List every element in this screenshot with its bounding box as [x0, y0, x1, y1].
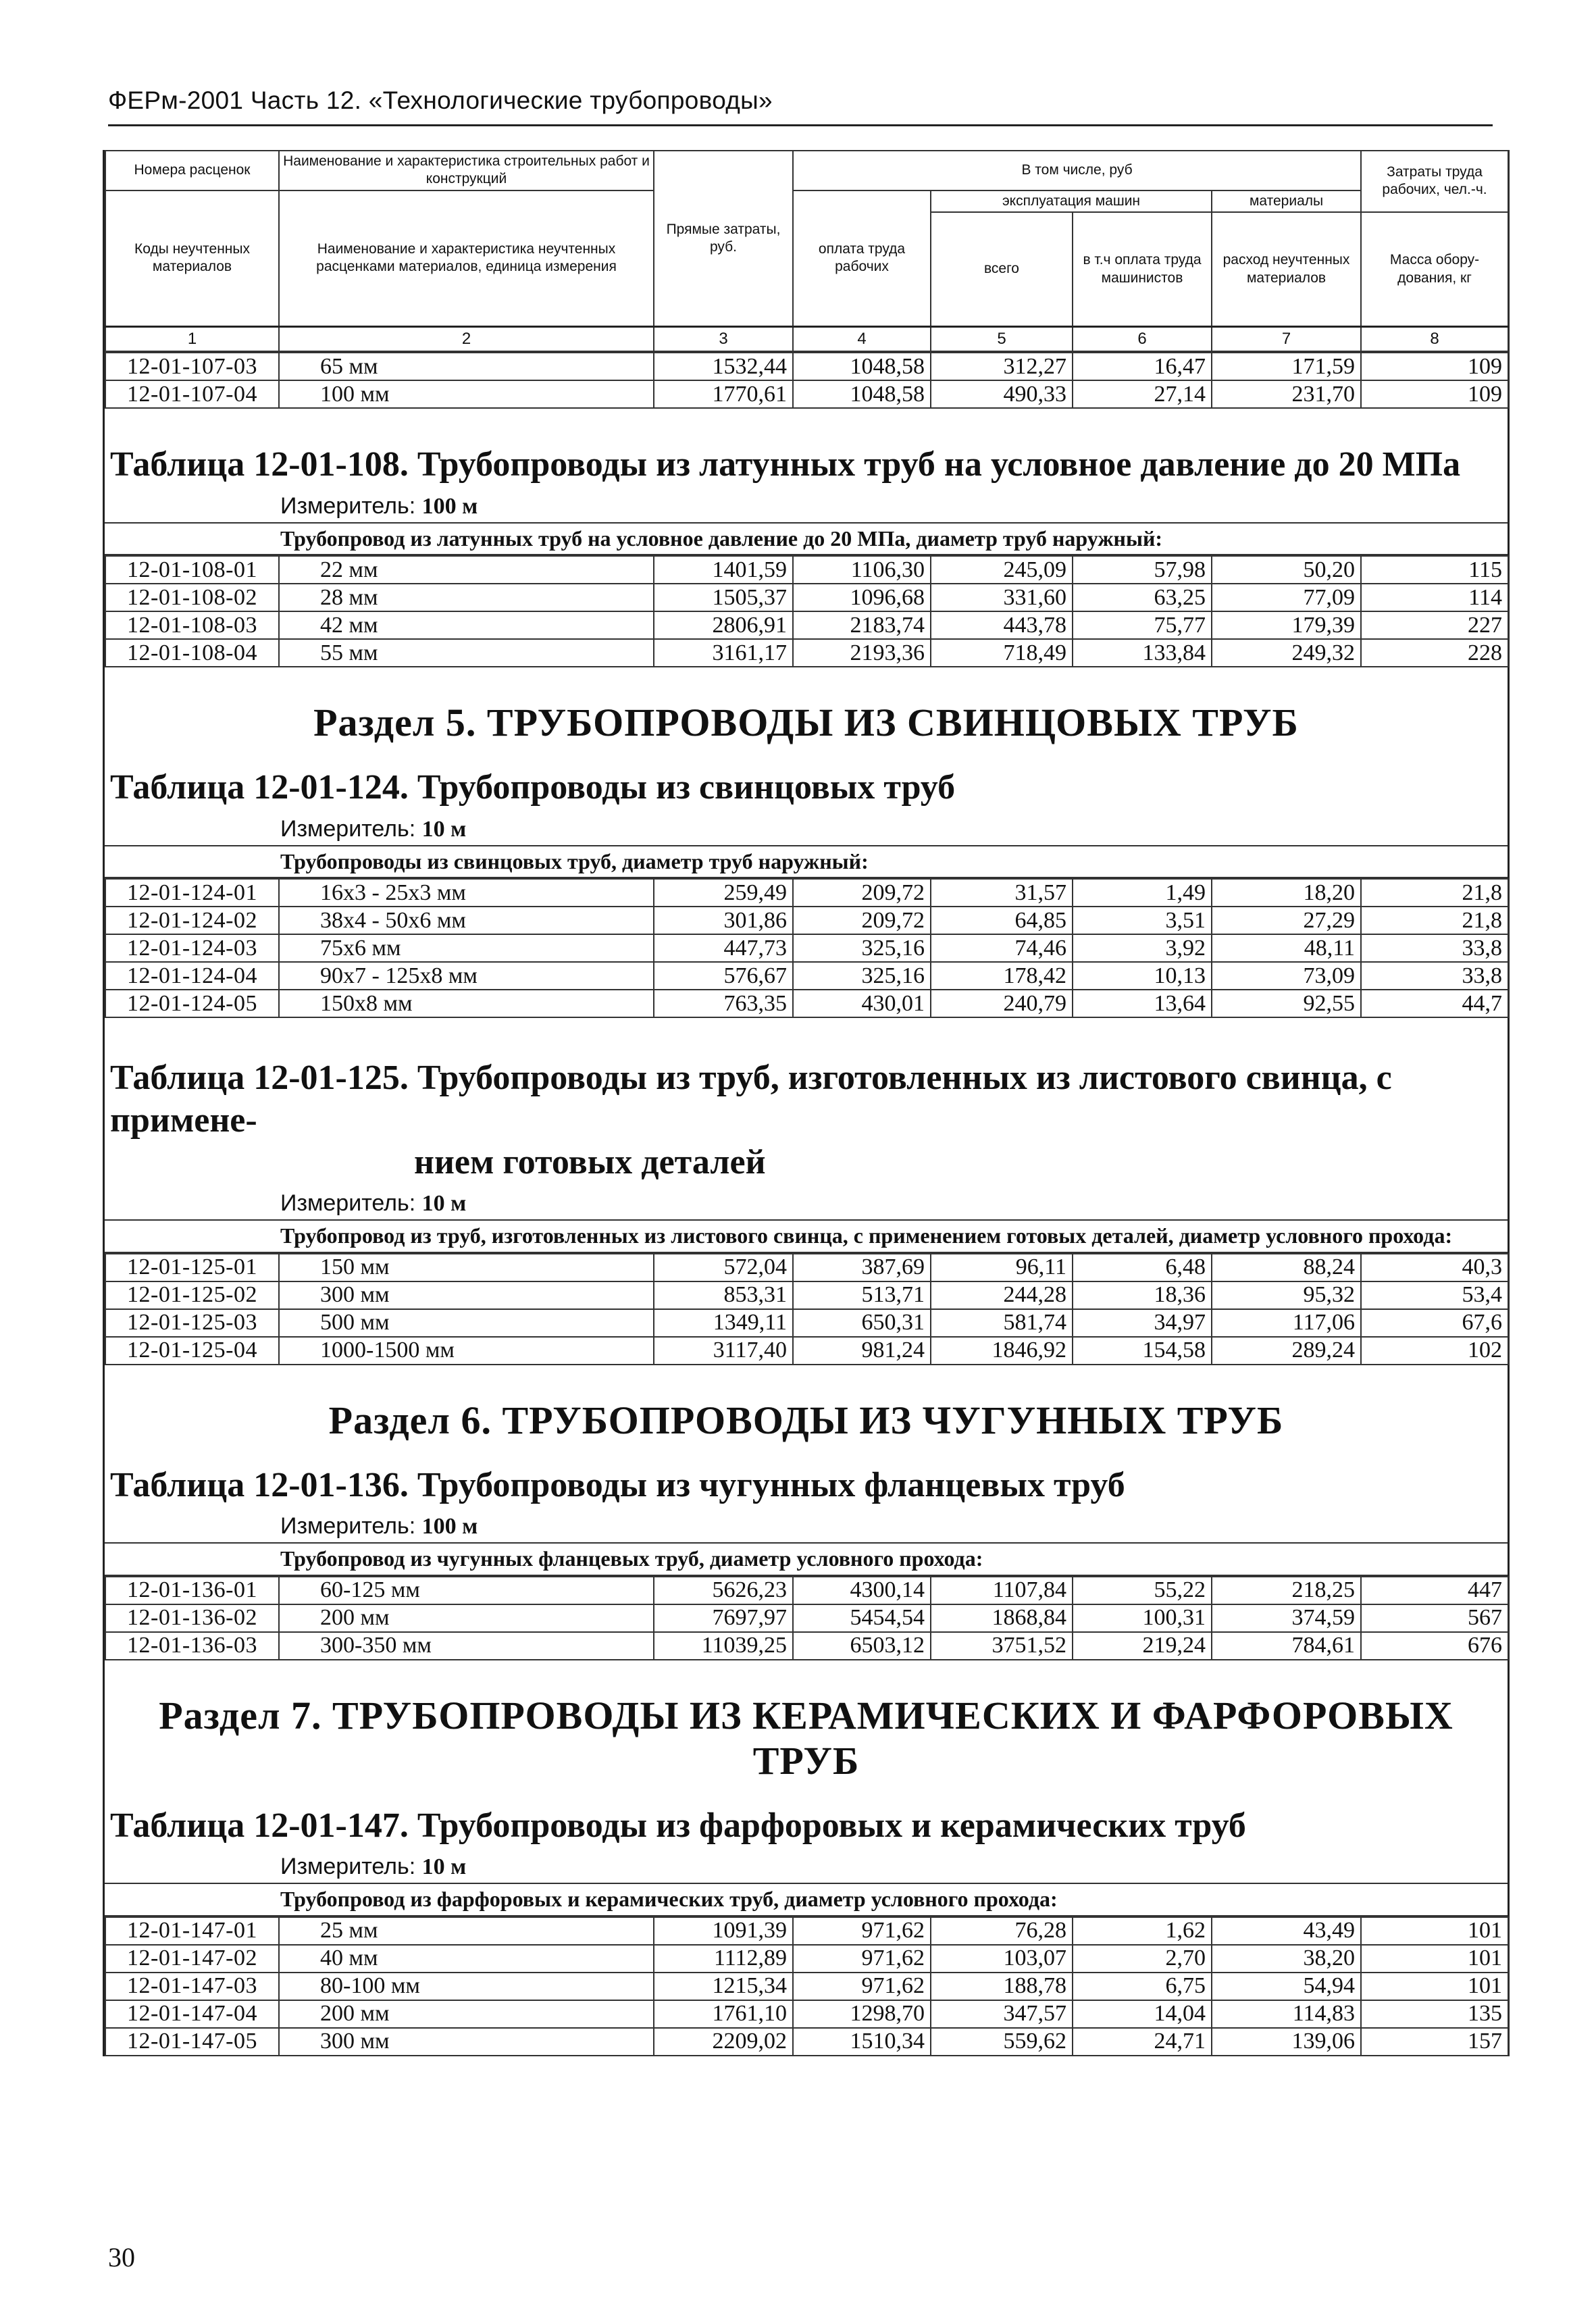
machinists-wages: 133,84 — [1073, 639, 1212, 667]
subhead-124: Трубопроводы из свинцовых труб, диаметр труб наружный: — [105, 845, 1508, 879]
direct-cost: 572,04 — [654, 1254, 793, 1281]
work-name: 22 мм — [279, 556, 654, 584]
wages-cost: 2193,36 — [793, 639, 931, 667]
table-row — [105, 990, 1508, 1017]
col-number: 5 — [931, 327, 1073, 352]
machinists-wages: 34,97 — [1073, 1309, 1212, 1337]
direct-cost: 301,86 — [654, 907, 793, 934]
materials-cost: 27,29 — [1212, 907, 1361, 934]
labor-cost: 33,8 — [1361, 962, 1508, 990]
machinists-wages: 57,98 — [1073, 556, 1212, 584]
table-136 — [105, 1576, 1509, 1660]
work-name: 28 мм — [279, 584, 654, 611]
work-name: 25 мм — [279, 1917, 654, 1945]
machinists-wages: 13,64 — [1073, 990, 1212, 1017]
labor-cost: 40,3 — [1361, 1254, 1508, 1281]
direct-cost: 576,67 — [654, 962, 793, 990]
table-title-147: Таблица 12-01-147. Трубопроводы из фарфоровых и керамических труб — [110, 1806, 1246, 1845]
direct-cost: 1770,61 — [654, 380, 793, 408]
direct-cost: 1761,10 — [654, 2000, 793, 2028]
document-frame — [103, 150, 1510, 2056]
table-row — [105, 1973, 1508, 2000]
wages-cost: 513,71 — [793, 1281, 931, 1309]
materials-cost: 374,59 — [1212, 1604, 1361, 1632]
labor-cost: 567 — [1361, 1604, 1508, 1632]
materials-cost: 50,20 — [1212, 556, 1361, 584]
labor-cost: 676 — [1361, 1632, 1508, 1660]
materials-cost: 95,32 — [1212, 1281, 1361, 1309]
col-number: 2 — [279, 327, 654, 352]
labor-cost: 21,8 — [1361, 907, 1508, 934]
col-materials-header: материалы — [1212, 190, 1361, 212]
table-row — [105, 556, 1508, 584]
machinists-wages: 3,51 — [1073, 907, 1212, 934]
labor-cost: 101 — [1361, 1973, 1508, 2000]
table-title-108: Таблица 12-01-108. Трубопроводы из латунных труб на условное давление до 20 МПа — [110, 445, 1461, 484]
direct-cost: 1401,59 — [654, 556, 793, 584]
machinists-wages: 16,47 — [1073, 353, 1212, 380]
rate-code: 12-01-125-01 — [105, 1254, 279, 1281]
labor-cost: 109 — [1361, 353, 1508, 380]
table-147 — [105, 1916, 1509, 2056]
machinists-wages: 154,58 — [1073, 1337, 1212, 1365]
materials-cost: 38,20 — [1212, 1945, 1361, 1973]
machines-cost: 188,78 — [931, 1973, 1073, 2000]
page-header: ФЕРм-2001 Часть 12. «Технологические трубопроводы» — [108, 86, 1493, 126]
labor-cost: 114 — [1361, 584, 1508, 611]
work-name: 300 мм — [279, 1281, 654, 1309]
materials-cost: 179,39 — [1212, 611, 1361, 639]
rate-code: 12-01-136-03 — [105, 1632, 279, 1660]
meter-124: Измеритель: 10 м — [280, 815, 467, 842]
rate-code: 12-01-125-03 — [105, 1309, 279, 1337]
table-row — [105, 380, 1508, 408]
rate-code: 12-01-124-03 — [105, 934, 279, 962]
table-title-125: Таблица 12-01-125. Трубопроводы из труб, изготовленных из листового свинца, с примене- нием готовых деталей — [110, 1059, 1392, 1181]
meter-136: Измеритель: 100 м — [280, 1513, 478, 1540]
materials-cost: 43,49 — [1212, 1917, 1361, 1945]
col-mat-name-header: Наименование и характеристика неучтенных расценками материалов, единица измерения — [279, 190, 654, 327]
machines-cost: 178,42 — [931, 962, 1073, 990]
materials-cost: 92,55 — [1212, 990, 1361, 1017]
table-row — [105, 1945, 1508, 1973]
rate-code: 12-01-108-03 — [105, 611, 279, 639]
rate-code: 12-01-136-01 — [105, 1577, 279, 1604]
materials-cost: 249,32 — [1212, 639, 1361, 667]
section-title-6: Раздел 6. ТРУБОПРОВОДЫ ИЗ ЧУГУННЫХ ТРУБ — [328, 1398, 1284, 1442]
table-row — [105, 962, 1508, 990]
rate-code: 12-01-124-01 — [105, 879, 279, 907]
materials-cost: 54,94 — [1212, 1973, 1361, 2000]
machinists-wages: 24,71 — [1073, 2028, 1212, 2056]
rate-code: 12-01-147-01 — [105, 1917, 279, 1945]
direct-cost: 3117,40 — [654, 1337, 793, 1365]
page-number: 30 — [108, 2242, 135, 2272]
column-header-table — [105, 150, 1509, 352]
machinists-wages: 75,77 — [1073, 611, 1212, 639]
wages-cost: 1096,68 — [793, 584, 931, 611]
labor-cost: 109 — [1361, 380, 1508, 408]
rate-code: 12-01-107-03 — [105, 353, 279, 380]
table-row — [105, 1254, 1508, 1281]
machines-cost: 244,28 — [931, 1281, 1073, 1309]
direct-cost: 11039,25 — [654, 1632, 793, 1660]
materials-cost: 18,20 — [1212, 879, 1361, 907]
machines-cost: 331,60 — [931, 584, 1073, 611]
work-name: 40 мм — [279, 1945, 654, 1973]
machinists-wages: 219,24 — [1073, 1632, 1212, 1660]
table-row — [105, 1577, 1508, 1604]
wages-cost: 325,16 — [793, 934, 931, 962]
labor-cost: 101 — [1361, 1945, 1508, 1973]
col-mat-codes-header: Коды неучтенных материалов — [105, 190, 279, 327]
rate-code: 12-01-125-02 — [105, 1281, 279, 1309]
direct-cost: 2209,02 — [654, 2028, 793, 2056]
col-number: 4 — [793, 327, 931, 352]
rate-code: 12-01-124-02 — [105, 907, 279, 934]
direct-cost: 1091,39 — [654, 1917, 793, 1945]
table-title-136: Таблица 12-01-136. Трубопроводы из чугунных фланцевых труб — [110, 1465, 1125, 1504]
direct-cost: 2806,91 — [654, 611, 793, 639]
labor-cost: 53,4 — [1361, 1281, 1508, 1309]
col-number: 8 — [1361, 327, 1508, 352]
col-machines-header: эксплуатация машин — [931, 190, 1212, 212]
col-machinists-header: в т.ч оплата труда машинистов — [1073, 212, 1212, 327]
col-number: 6 — [1073, 327, 1212, 352]
table-row — [105, 611, 1508, 639]
machinists-wages: 55,22 — [1073, 1577, 1212, 1604]
work-name: 42 мм — [279, 611, 654, 639]
materials-cost: 171,59 — [1212, 353, 1361, 380]
rate-code: 12-01-108-01 — [105, 556, 279, 584]
materials-cost: 289,24 — [1212, 1337, 1361, 1365]
table-row — [105, 2028, 1508, 2056]
table-row — [105, 2000, 1508, 2028]
materials-cost: 48,11 — [1212, 934, 1361, 962]
col-number: 3 — [654, 327, 793, 352]
machines-cost: 443,78 — [931, 611, 1073, 639]
machines-cost: 718,49 — [931, 639, 1073, 667]
labor-cost: 228 — [1361, 639, 1508, 667]
subhead-125: Трубопровод из труб, изготовленных из листового свинца, с применением готовых деталей, диаметр условного прохода: — [105, 1219, 1508, 1253]
meter-125: Измеритель: 10 м — [280, 1190, 467, 1217]
rate-code: 12-01-147-05 — [105, 2028, 279, 2056]
wages-cost: 4300,14 — [793, 1577, 931, 1604]
col-machines-total-header: всего — [931, 212, 1073, 327]
labor-cost: 102 — [1361, 1337, 1508, 1365]
rate-code: 12-01-124-05 — [105, 990, 279, 1017]
col-labor-header: Затраты труда рабочих, чел.-ч. — [1361, 151, 1508, 212]
materials-cost: 73,09 — [1212, 962, 1361, 990]
machines-cost: 64,85 — [931, 907, 1073, 934]
table-row — [105, 584, 1508, 611]
wages-cost: 971,62 — [793, 1945, 931, 1973]
col-mass-header: Масса обору-дования, кг — [1361, 212, 1508, 327]
wages-cost: 1298,70 — [793, 2000, 931, 2028]
work-name: 200 мм — [279, 2000, 654, 2028]
subhead-147: Трубопровод из фарфоровых и керамических труб, диаметр условного прохода: — [105, 1883, 1508, 1916]
wages-cost: 6503,12 — [793, 1632, 931, 1660]
machines-cost: 74,46 — [931, 934, 1073, 962]
col-number: 1 — [105, 327, 279, 352]
machines-cost: 347,57 — [931, 2000, 1073, 2028]
materials-cost: 218,25 — [1212, 1577, 1361, 1604]
col-incl-header: В том числе, руб — [793, 151, 1361, 190]
wages-cost: 5454,54 — [793, 1604, 931, 1632]
section-title-7: Раздел 7. ТРУБОПРОВОДЫ ИЗ КЕРАМИЧЕСКИХ И ФАРФОРОВЫХ ТРУБ — [159, 1693, 1453, 1783]
wages-cost: 971,62 — [793, 1917, 931, 1945]
machinists-wages: 1,49 — [1073, 879, 1212, 907]
meter-147: Измеритель: 10 м — [280, 1854, 467, 1880]
wages-cost: 325,16 — [793, 962, 931, 990]
table-row — [105, 639, 1508, 667]
machines-cost: 581,74 — [931, 1309, 1073, 1337]
rate-code: 12-01-147-03 — [105, 1973, 279, 2000]
work-name: 55 мм — [279, 639, 654, 667]
wages-cost: 650,31 — [793, 1309, 931, 1337]
machines-cost: 312,27 — [931, 353, 1073, 380]
table-row — [105, 907, 1508, 934]
direct-cost: 1349,11 — [654, 1309, 793, 1337]
work-name: 16х3 - 25х3 мм — [279, 879, 654, 907]
direct-cost: 5626,23 — [654, 1577, 793, 1604]
labor-cost: 157 — [1361, 2028, 1508, 2056]
subhead-136: Трубопровод из чугунных фланцевых труб, диаметр условного прохода: — [105, 1542, 1508, 1576]
work-name: 500 мм — [279, 1309, 654, 1337]
machinists-wages: 100,31 — [1073, 1604, 1212, 1632]
table-108 — [105, 555, 1509, 667]
labor-cost: 115 — [1361, 556, 1508, 584]
machines-cost: 559,62 — [931, 2028, 1073, 2056]
wages-cost: 387,69 — [793, 1254, 931, 1281]
work-name: 65 мм — [279, 353, 654, 380]
rate-code: 12-01-136-02 — [105, 1604, 279, 1632]
machinists-wages: 18,36 — [1073, 1281, 1212, 1309]
wages-cost: 981,24 — [793, 1337, 931, 1365]
col-number: 7 — [1212, 327, 1361, 352]
wages-cost: 209,72 — [793, 879, 931, 907]
machines-cost: 1846,92 — [931, 1337, 1073, 1365]
machines-cost: 3751,52 — [931, 1632, 1073, 1660]
table-row — [105, 879, 1508, 907]
wages-cost: 1510,34 — [793, 2028, 931, 2056]
table-row — [105, 353, 1508, 380]
materials-cost: 88,24 — [1212, 1254, 1361, 1281]
work-name: 60-125 мм — [279, 1577, 654, 1604]
materials-cost: 784,61 — [1212, 1632, 1361, 1660]
work-name: 300-350 мм — [279, 1632, 654, 1660]
labor-cost: 135 — [1361, 2000, 1508, 2028]
machinists-wages: 10,13 — [1073, 962, 1212, 990]
materials-cost: 117,06 — [1212, 1309, 1361, 1337]
wages-cost: 971,62 — [793, 1973, 931, 2000]
rate-code: 12-01-147-02 — [105, 1945, 279, 1973]
col-direct-header: Прямые затраты, руб. — [654, 151, 793, 327]
labor-cost: 21,8 — [1361, 879, 1508, 907]
work-name: 150х8 мм — [279, 990, 654, 1017]
table-row — [105, 1309, 1508, 1337]
table-125 — [105, 1253, 1509, 1365]
rate-code: 12-01-147-04 — [105, 2000, 279, 2028]
direct-cost: 7697,97 — [654, 1604, 793, 1632]
rate-code: 12-01-125-04 — [105, 1337, 279, 1365]
table-row — [105, 1337, 1508, 1365]
machinists-wages: 63,25 — [1073, 584, 1212, 611]
direct-cost: 447,73 — [654, 934, 793, 962]
wages-cost: 1048,58 — [793, 353, 931, 380]
wages-cost: 209,72 — [793, 907, 931, 934]
rate-code: 12-01-108-04 — [105, 639, 279, 667]
direct-cost: 1215,34 — [654, 1973, 793, 2000]
work-name: 1000-1500 мм — [279, 1337, 654, 1365]
section-title-5: Раздел 5. ТРУБОПРОВОДЫ ИЗ СВИНЦОВЫХ ТРУБ — [313, 701, 1299, 745]
machinists-wages: 14,04 — [1073, 2000, 1212, 2028]
materials-cost: 139,06 — [1212, 2028, 1361, 2056]
direct-cost: 3161,17 — [654, 639, 793, 667]
machinists-wages: 1,62 — [1073, 1917, 1212, 1945]
meter-108: Измеритель: 100 м — [280, 492, 478, 519]
work-name: 100 мм — [279, 380, 654, 408]
machines-cost: 1107,84 — [931, 1577, 1073, 1604]
materials-cost: 77,09 — [1212, 584, 1361, 611]
col-name-header: Наименование и характеристика строительных работ и конструкций — [279, 151, 654, 190]
wages-cost: 430,01 — [793, 990, 931, 1017]
wages-cost: 1048,58 — [793, 380, 931, 408]
labor-cost: 227 — [1361, 611, 1508, 639]
direct-cost: 259,49 — [654, 879, 793, 907]
labor-cost: 67,6 — [1361, 1309, 1508, 1337]
work-name: 90х7 - 125х8 мм — [279, 962, 654, 990]
work-name: 200 мм — [279, 1604, 654, 1632]
machines-cost: 31,57 — [931, 879, 1073, 907]
wages-cost: 1106,30 — [793, 556, 931, 584]
table-row — [105, 1281, 1508, 1309]
rate-code: 12-01-107-04 — [105, 380, 279, 408]
machines-cost: 1868,84 — [931, 1604, 1073, 1632]
work-name: 38х4 - 50х6 мм — [279, 907, 654, 934]
direct-cost: 853,31 — [654, 1281, 793, 1309]
labor-cost: 44,7 — [1361, 990, 1508, 1017]
table-124 — [105, 878, 1509, 1018]
machines-cost: 490,33 — [931, 380, 1073, 408]
machines-cost: 103,07 — [931, 1945, 1073, 1973]
machines-cost: 96,11 — [931, 1254, 1073, 1281]
direct-cost: 763,35 — [654, 990, 793, 1017]
machines-cost: 245,09 — [931, 556, 1073, 584]
top-rows-table — [105, 352, 1509, 409]
machinists-wages: 3,92 — [1073, 934, 1212, 962]
work-name: 75х6 мм — [279, 934, 654, 962]
machines-cost: 76,28 — [931, 1917, 1073, 1945]
wages-cost: 2183,74 — [793, 611, 931, 639]
work-name: 150 мм — [279, 1254, 654, 1281]
labor-cost: 33,8 — [1361, 934, 1508, 962]
table-row — [105, 1917, 1508, 1945]
machines-cost: 240,79 — [931, 990, 1073, 1017]
table-row — [105, 1632, 1508, 1660]
machinists-wages: 6,75 — [1073, 1973, 1212, 2000]
work-name: 300 мм — [279, 2028, 654, 2056]
col-wages-header: оплата труда рабочих — [793, 190, 931, 327]
direct-cost: 1112,89 — [654, 1945, 793, 1973]
work-name: 80-100 мм — [279, 1973, 654, 2000]
col-mat-use-header: расход неучтенных материалов — [1212, 212, 1361, 327]
direct-cost: 1505,37 — [654, 584, 793, 611]
machinists-wages: 2,70 — [1073, 1945, 1212, 1973]
labor-cost: 101 — [1361, 1917, 1508, 1945]
table-row — [105, 1604, 1508, 1632]
machinists-wages: 6,48 — [1073, 1254, 1212, 1281]
table-row — [105, 934, 1508, 962]
direct-cost: 1532,44 — [654, 353, 793, 380]
subhead-108: Трубопровод из латунных труб на условное давление до 20 МПа, диаметр труб наружный: — [105, 522, 1508, 556]
materials-cost: 114,83 — [1212, 2000, 1361, 2028]
rate-code: 12-01-108-02 — [105, 584, 279, 611]
table-title-124: Таблица 12-01-124. Трубопроводы из свинцовых труб — [110, 768, 956, 807]
rate-code: 12-01-124-04 — [105, 962, 279, 990]
machinists-wages: 27,14 — [1073, 380, 1212, 408]
materials-cost: 231,70 — [1212, 380, 1361, 408]
col-codes-header: Номера расценок — [105, 151, 279, 190]
labor-cost: 447 — [1361, 1577, 1508, 1604]
